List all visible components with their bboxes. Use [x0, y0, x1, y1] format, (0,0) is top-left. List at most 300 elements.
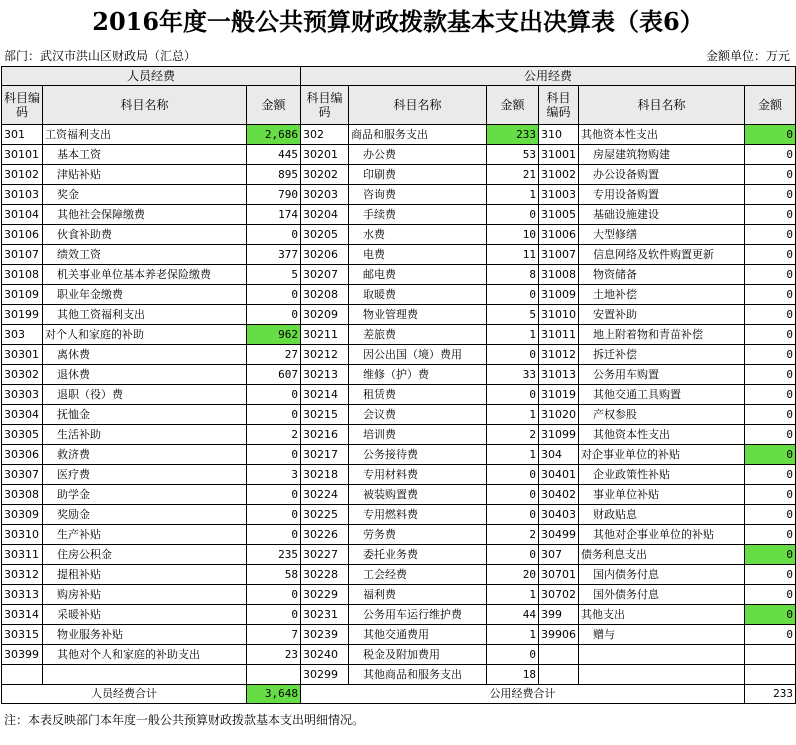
amount-cell: 0: [745, 565, 796, 585]
name-cell: 福利费: [349, 585, 487, 605]
name-cell: 救济费: [43, 445, 247, 465]
code-cell: 30207: [301, 265, 349, 285]
amount-cell: 377: [247, 245, 301, 265]
name-cell: 委托业务费: [349, 545, 487, 565]
table-row: [2, 645, 796, 665]
amount-cell: 0: [745, 145, 796, 165]
name-cell: 生活补助: [43, 425, 247, 445]
code-cell: 30310: [2, 525, 43, 545]
name-cell: 国内债务付息: [579, 565, 745, 585]
name-cell: 离休费: [43, 345, 247, 365]
amount-cell: 0: [247, 305, 301, 325]
personnel-total-label: 人员经费合计: [2, 685, 247, 704]
name-cell: 公务接待费: [349, 445, 487, 465]
name-cell: 生产补贴: [43, 525, 247, 545]
amount-cell: 0: [247, 385, 301, 405]
name-cell: 专用设备购置: [579, 185, 745, 205]
code-cell: 31002: [539, 165, 579, 185]
amount-cell: 0: [745, 625, 796, 645]
amount-cell: 1: [487, 405, 539, 425]
name-cell: 其他交通费用: [349, 625, 487, 645]
table-row: [2, 565, 796, 585]
amount-cell: 2: [487, 525, 539, 545]
code-cell: 30211: [301, 325, 349, 345]
name-cell: 办公设备购置: [579, 165, 745, 185]
code-cell: 30308: [2, 485, 43, 505]
code-cell: 30106: [2, 225, 43, 245]
name-cell: [43, 665, 247, 685]
code-cell: 31007: [539, 245, 579, 265]
amount-cell: [247, 665, 301, 685]
code-cell: 31009: [539, 285, 579, 305]
code-cell: 30209: [301, 305, 349, 325]
name-cell: 地上附着物和青苗补偿: [579, 325, 745, 345]
code-cell: 31008: [539, 265, 579, 285]
table-row: [2, 125, 796, 145]
amount-cell: 0: [745, 505, 796, 525]
code-cell: 310: [539, 125, 579, 145]
table-row: [2, 345, 796, 365]
code-cell: 30205: [301, 225, 349, 245]
name-cell: 商品和服务支出: [349, 125, 487, 145]
name-cell: 职业年金缴费: [43, 285, 247, 305]
name-cell: 房屋建筑物购建: [579, 145, 745, 165]
name-cell: 物资储备: [579, 265, 745, 285]
name-cell: 对企事业单位的补贴: [579, 445, 745, 465]
name-cell: 绩效工资: [43, 245, 247, 265]
name-cell: 奖金: [43, 185, 247, 205]
name-cell: 培训费: [349, 425, 487, 445]
amount-cell: 895: [247, 165, 301, 185]
code-cell: 31005: [539, 205, 579, 225]
code-cell: 399: [539, 605, 579, 625]
name-cell: 提租补贴: [43, 565, 247, 585]
name-cell: 公务用车购置: [579, 365, 745, 385]
name-cell: 土地补偿: [579, 285, 745, 305]
amount-cell: 0: [745, 465, 796, 485]
name-cell: 事业单位补贴: [579, 485, 745, 505]
page-title: 2016年度一般公共预算财政拨款基本支出决算表（表6）: [92, 7, 704, 36]
name-cell: 办公费: [349, 145, 487, 165]
name-cell: 被装购置费: [349, 485, 487, 505]
amount-cell: 2,686: [247, 125, 301, 145]
code-cell: 30701: [539, 565, 579, 585]
amount-cell: 0: [745, 185, 796, 205]
code-cell: 30702: [539, 585, 579, 605]
code-cell: 30313: [2, 585, 43, 605]
name-cell: 其他资本性支出: [579, 425, 745, 445]
amount-cell: 20: [487, 565, 539, 585]
code-cell: 30204: [301, 205, 349, 225]
expenditure-table: [1, 66, 796, 704]
name-cell: 电费: [349, 245, 487, 265]
code-cell: 303: [2, 325, 43, 345]
code-cell: 30218: [301, 465, 349, 485]
name-cell: 采暖补贴: [43, 605, 247, 625]
code-cell: 30302: [2, 365, 43, 385]
code-cell: 39906: [539, 625, 579, 645]
amount-cell: 3: [247, 465, 301, 485]
code-cell: 30103: [2, 185, 43, 205]
amount-cell: 174: [247, 205, 301, 225]
table-row: [2, 285, 796, 305]
name-cell: 财政贴息: [579, 505, 745, 525]
code-cell: 30109: [2, 285, 43, 305]
code-cell: 31003: [539, 185, 579, 205]
code-cell: 30104: [2, 205, 43, 225]
amount-cell: 0: [745, 225, 796, 245]
name-cell: 手续费: [349, 205, 487, 225]
amount-cell: 0: [487, 385, 539, 405]
name-cell: 产权参股: [579, 405, 745, 425]
name-cell: 其他交通工具购置: [579, 385, 745, 405]
name-cell: 公务用车运行维护费: [349, 605, 487, 625]
amount-cell: 2: [487, 425, 539, 445]
name-cell: 咨询费: [349, 185, 487, 205]
code-cell: 30101: [2, 145, 43, 165]
code-cell: 30399: [2, 645, 43, 665]
name-header: 科目名称: [349, 86, 487, 125]
code-cell: 31019: [539, 385, 579, 405]
name-cell: 劳务费: [349, 525, 487, 545]
name-cell: 印刷费: [349, 165, 487, 185]
amount-cell: 0: [745, 285, 796, 305]
amount-cell: 23: [247, 645, 301, 665]
amount-cell: 1: [487, 625, 539, 645]
amount-header: 金额: [745, 86, 796, 125]
code-cell: 31006: [539, 225, 579, 245]
table-row: [2, 585, 796, 605]
amount-cell: 0: [487, 205, 539, 225]
code-cell: 30224: [301, 485, 349, 505]
name-cell: 其他商品和服务支出: [349, 665, 487, 685]
amount-header: 金额: [247, 86, 301, 125]
amount-cell: 21: [487, 165, 539, 185]
table-row: [2, 165, 796, 185]
code-cell: 30212: [301, 345, 349, 365]
name-cell: 安置补助: [579, 305, 745, 325]
table-row: [2, 525, 796, 545]
name-cell: 专用材料费: [349, 465, 487, 485]
amount-cell: 0: [487, 345, 539, 365]
code-cell: 31001: [539, 145, 579, 165]
name-cell: [579, 665, 745, 685]
code-cell: 30314: [2, 605, 43, 625]
code-cell: 302: [301, 125, 349, 145]
department-label: 部门：武汉市洪山区财政局（汇总）: [4, 49, 197, 63]
table-row: [2, 265, 796, 285]
code-cell: 30311: [2, 545, 43, 565]
name-cell: 租赁费: [349, 385, 487, 405]
amount-cell: 44: [487, 605, 539, 625]
code-cell: 30215: [301, 405, 349, 425]
name-cell: 差旅费: [349, 325, 487, 345]
table-row: [2, 625, 796, 645]
amount-cell: 58: [247, 565, 301, 585]
name-cell: 住房公积金: [43, 545, 247, 565]
code-cell: 30307: [2, 465, 43, 485]
amount-cell: 2: [247, 425, 301, 445]
name-cell: 债务利息支出: [579, 545, 745, 565]
name-header: 科目名称: [579, 86, 745, 125]
name-cell: 其他工资福利支出: [43, 305, 247, 325]
code-cell: 31099: [539, 425, 579, 445]
code-cell: 30206: [301, 245, 349, 265]
name-cell: 其他对企事业单位的补贴: [579, 525, 745, 545]
amount-cell: 0: [745, 305, 796, 325]
amount-cell: 0: [745, 325, 796, 345]
amount-cell: 1: [487, 325, 539, 345]
name-cell: 邮电费: [349, 265, 487, 285]
code-header: 科目编码: [301, 86, 349, 125]
name-cell: 物业管理费: [349, 305, 487, 325]
name-cell: 物业服务补贴: [43, 625, 247, 645]
public-header: 公用经费: [301, 67, 796, 86]
public-total-label: 公用经费合计: [301, 685, 745, 704]
name-cell: 基本工资: [43, 145, 247, 165]
code-cell: 30402: [539, 485, 579, 505]
table-body: [2, 125, 796, 685]
amount-cell: 0: [745, 385, 796, 405]
code-cell: 30306: [2, 445, 43, 465]
code-cell: 30213: [301, 365, 349, 385]
amount-cell: 0: [247, 445, 301, 465]
code-cell: 30108: [2, 265, 43, 285]
amount-cell: 790: [247, 185, 301, 205]
name-cell: 助学金: [43, 485, 247, 505]
name-cell: 会议费: [349, 405, 487, 425]
amount-cell: 0: [487, 545, 539, 565]
code-cell: 31013: [539, 365, 579, 385]
amount-cell: 0: [487, 505, 539, 525]
code-cell: 30309: [2, 505, 43, 525]
name-cell: 拆迁补偿: [579, 345, 745, 365]
amount-cell: 5: [487, 305, 539, 325]
amount-cell: 0: [745, 165, 796, 185]
code-cell: 30303: [2, 385, 43, 405]
amount-cell: 0: [745, 205, 796, 225]
table-row: [2, 205, 796, 225]
code-cell: [2, 665, 43, 685]
amount-cell: 0: [247, 285, 301, 305]
name-cell: 基础设施建设: [579, 205, 745, 225]
table-row: [2, 405, 796, 425]
amount-cell: 0: [487, 485, 539, 505]
table-row: [2, 445, 796, 465]
amount-cell: 0: [247, 585, 301, 605]
amount-cell: 0: [247, 505, 301, 525]
code-cell: 30102: [2, 165, 43, 185]
amount-cell: 0: [745, 605, 796, 625]
personnel-header: 人员经费: [2, 67, 301, 86]
code-cell: 30299: [301, 665, 349, 685]
code-cell: 30217: [301, 445, 349, 465]
table-row: [2, 365, 796, 385]
code-cell: 30240: [301, 645, 349, 665]
code-cell: 30231: [301, 605, 349, 625]
table-row: [2, 505, 796, 525]
code-cell: 30239: [301, 625, 349, 645]
name-cell: 退职（役）费: [43, 385, 247, 405]
code-cell: 30312: [2, 565, 43, 585]
table-row: [2, 485, 796, 505]
name-cell: 工资福利支出: [43, 125, 247, 145]
code-cell: 30201: [301, 145, 349, 165]
code-header: 科目编码: [2, 86, 43, 125]
name-cell: 税金及附加费用: [349, 645, 487, 665]
code-cell: 304: [539, 445, 579, 465]
amount-cell: 10: [487, 225, 539, 245]
table-row: [2, 145, 796, 165]
name-cell: 国外债务付息: [579, 585, 745, 605]
amount-cell: 0: [487, 465, 539, 485]
code-cell: 30202: [301, 165, 349, 185]
name-cell: [579, 645, 745, 665]
table-row: [2, 305, 796, 325]
code-cell: 30227: [301, 545, 349, 565]
amount-cell: 0: [745, 545, 796, 565]
code-cell: 30305: [2, 425, 43, 445]
amount-cell: 0: [745, 445, 796, 465]
amount-cell: [745, 645, 796, 665]
code-cell: 30229: [301, 585, 349, 605]
amount-cell: 0: [745, 125, 796, 145]
name-cell: 医疗费: [43, 465, 247, 485]
amount-cell: 0: [745, 585, 796, 605]
code-cell: 301: [2, 125, 43, 145]
code-cell: 30208: [301, 285, 349, 305]
code-cell: 30214: [301, 385, 349, 405]
amount-cell: 0: [745, 345, 796, 365]
code-cell: 30228: [301, 565, 349, 585]
name-cell: 赠与: [579, 625, 745, 645]
code-cell: 30301: [2, 345, 43, 365]
amount-cell: 1: [487, 185, 539, 205]
name-cell: 水费: [349, 225, 487, 245]
code-cell: 307: [539, 545, 579, 565]
code-cell: [539, 645, 579, 665]
code-cell: 30403: [539, 505, 579, 525]
name-cell: 抚恤金: [43, 405, 247, 425]
name-cell: 企业政策性补贴: [579, 465, 745, 485]
name-cell: 对个人和家庭的补助: [43, 325, 247, 345]
amount-cell: 0: [745, 525, 796, 545]
amount-cell: 235: [247, 545, 301, 565]
amount-cell: 27: [247, 345, 301, 365]
amount-cell: 0: [247, 225, 301, 245]
table-row: [2, 605, 796, 625]
name-cell: 机关事业单位基本养老保险缴费: [43, 265, 247, 285]
code-header: 科目编码: [539, 86, 579, 125]
name-cell: 因公出国（境）费用: [349, 345, 487, 365]
name-cell: 取暖费: [349, 285, 487, 305]
footnote: 注：本表反映部门本年度一般公共预算财政拨款基本支出明细情况。: [4, 713, 365, 727]
amount-cell: 0: [745, 265, 796, 285]
name-cell: 奖励金: [43, 505, 247, 525]
code-cell: 31020: [539, 405, 579, 425]
name-header: 科目名称: [43, 86, 247, 125]
table-row: [2, 425, 796, 445]
amount-unit-label: 金额单位：万元: [705, 49, 790, 63]
table-row: [2, 545, 796, 565]
amount-cell: 0: [745, 365, 796, 385]
amount-cell: 0: [247, 485, 301, 505]
table-row: [2, 385, 796, 405]
amount-cell: 33: [487, 365, 539, 385]
table-row: [2, 245, 796, 265]
amount-cell: [745, 665, 796, 685]
table-row: [2, 325, 796, 345]
amount-cell: 0: [247, 525, 301, 545]
amount-cell: 53: [487, 145, 539, 165]
amount-cell: 1: [487, 585, 539, 605]
amount-cell: 0: [745, 245, 796, 265]
code-cell: 30315: [2, 625, 43, 645]
amount-cell: 5: [247, 265, 301, 285]
name-cell: 其他社会保障缴费: [43, 205, 247, 225]
amount-cell: 0: [487, 645, 539, 665]
code-cell: [539, 665, 579, 685]
amount-cell: 18: [487, 665, 539, 685]
amount-cell: 0: [745, 405, 796, 425]
amount-cell: 0: [487, 285, 539, 305]
amount-cell: 233: [487, 125, 539, 145]
code-cell: 31012: [539, 345, 579, 365]
table-row: [2, 185, 796, 205]
table-row: [2, 465, 796, 485]
code-cell: 30199: [2, 305, 43, 325]
code-cell: 30216: [301, 425, 349, 445]
name-cell: 信息网络及软件购置更新: [579, 245, 745, 265]
amount-cell: 445: [247, 145, 301, 165]
amount-cell: 607: [247, 365, 301, 385]
code-cell: 30499: [539, 525, 579, 545]
name-cell: 工会经费: [349, 565, 487, 585]
code-cell: 31010: [539, 305, 579, 325]
name-cell: 大型修缮: [579, 225, 745, 245]
table-row: [2, 225, 796, 245]
table-row: [2, 665, 796, 685]
code-cell: 30304: [2, 405, 43, 425]
code-cell: 30225: [301, 505, 349, 525]
name-cell: 津贴补贴: [43, 165, 247, 185]
name-cell: 其他对个人和家庭的补助支出: [43, 645, 247, 665]
code-cell: 30401: [539, 465, 579, 485]
code-cell: 31011: [539, 325, 579, 345]
amount-cell: 0: [247, 605, 301, 625]
amount-cell: 962: [247, 325, 301, 345]
code-cell: 30107: [2, 245, 43, 265]
name-cell: 购房补贴: [43, 585, 247, 605]
public-total-value: 233: [745, 685, 796, 704]
name-cell: 其他支出: [579, 605, 745, 625]
amount-cell: 0: [745, 425, 796, 445]
code-cell: 30203: [301, 185, 349, 205]
name-cell: 伙食补助费: [43, 225, 247, 245]
name-cell: 退休费: [43, 365, 247, 385]
name-cell: 其他资本性支出: [579, 125, 745, 145]
amount-cell: 11: [487, 245, 539, 265]
name-cell: 维修（护）费: [349, 365, 487, 385]
personnel-total-value: 3,648: [247, 685, 301, 704]
amount-cell: 7: [247, 625, 301, 645]
name-cell: 专用燃料费: [349, 505, 487, 525]
amount-cell: 1: [487, 445, 539, 465]
amount-cell: 0: [745, 485, 796, 505]
amount-cell: 0: [247, 405, 301, 425]
amount-cell: 8: [487, 265, 539, 285]
code-cell: 30226: [301, 525, 349, 545]
